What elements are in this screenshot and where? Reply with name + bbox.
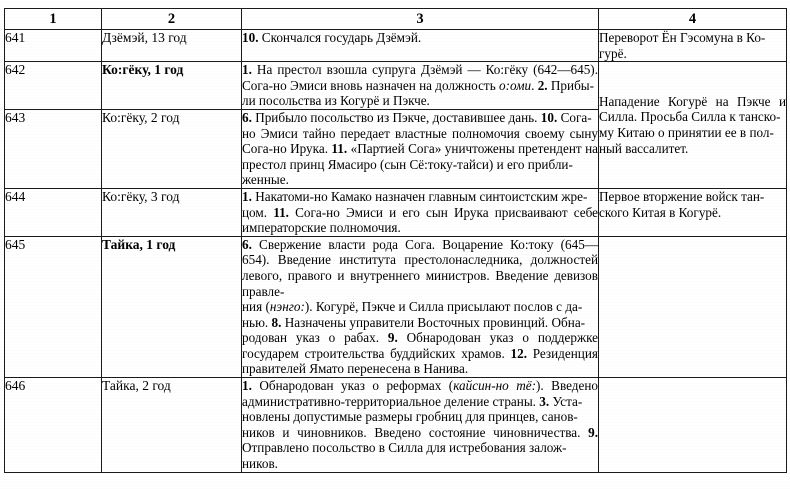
year-cell: 646 bbox=[5, 378, 102, 473]
era-cell: Тайка, 2 год bbox=[102, 378, 242, 473]
table-body bbox=[5, 30, 787, 473]
events-cell: 1. Накатоми-но Камако назначен главным синтоистским жре- цом. 11. Сога-но Эмиси и его сын Ирука присваивают себе императорские полномочия. bbox=[242, 188, 598, 236]
chronology-table bbox=[4, 8, 787, 473]
table-row bbox=[5, 62, 787, 110]
era-cell: Тайка, 1 год bbox=[102, 236, 242, 377]
table-row bbox=[5, 236, 787, 377]
era-cell: Ко:гёку, 1 год bbox=[102, 62, 242, 110]
column-header-3: 3 bbox=[242, 9, 599, 30]
year-cell: 643 bbox=[5, 109, 102, 188]
year-cell: 645 bbox=[5, 236, 102, 377]
table-header bbox=[5, 9, 787, 30]
era-cell: Ко:гёку, 2 год bbox=[102, 109, 242, 188]
year-cell: 641 bbox=[5, 30, 102, 62]
column-header-1: 1 bbox=[5, 9, 102, 30]
year-cell: 642 bbox=[5, 62, 102, 110]
events-cell: 1. Обнародован указ о реформах (кайсин-но тё:). Введено административно-территориальное деление страны. 3. Уста- новлены допустимые размеры гробниц для принцев, санов- ников и чиновников. Введено состояние чиновничества. 9. Отправлено посольство в Силла для истребования залож- ников. bbox=[242, 378, 598, 472]
era-cell: Дзёмэй, 13 год bbox=[102, 30, 242, 62]
year-cell: 644 bbox=[5, 188, 102, 236]
notes-cell: Переворот Ён Гэсомуна в Ко- гурё. bbox=[599, 30, 787, 62]
events-cell: 1. На престол взошла супруга Дзёмэй — Ко:гёку (642—645). Сога-но Эмиси вновь назначен на должность о:оми. 2. Прибы- ли посольства из Когурё и Пэкче. bbox=[242, 62, 598, 109]
notes-cell bbox=[599, 236, 787, 377]
column-header-4: 4 bbox=[599, 9, 787, 30]
events-cell: 6. Прибыло посольство из Пэкче, доставившее дань. 10. Сога- но Эмиси тайно передает властные полномочия своему сыну Сога-но Ирука. 11. «Партией Сога» уничтожены претендент на престол принц Ямасиро (сын Сё:току-тайси) и его прибли- женные. bbox=[242, 109, 598, 188]
events-cell: 10. Скончался государь Дзёмэй. bbox=[242, 30, 599, 62]
table-row bbox=[5, 188, 787, 236]
table-row bbox=[5, 30, 787, 62]
header-row bbox=[5, 9, 787, 30]
events-cell: 6. Свержение власти рода Сога. Воцарение Ко:току (645—654). Введение института престолонаследника, должностей левого, правого и внутреннего министров. Введение девизов правле- ния (нэнго:). Когурё, Пэкче и Силла присылают послов с да- нью. 8. Назначены управители Восточных провинций. Обна- родован указ о рабах. 9. Обнародован указ о поддержке государем строительства буддийских храмов. 12. Резиденция правителей Ямато перенесена в Нанива. bbox=[242, 236, 598, 377]
notes-cell: Первое вторжение войск тан- ского Китая в Когурё. bbox=[599, 188, 787, 236]
notes-cell bbox=[599, 378, 787, 473]
notes-cell: Нападение Когурё на Пэкче и Силла. Просьба Силла к танско- му Китаю о принятии ее в пол- ный вассалитет. bbox=[599, 62, 787, 189]
table-row bbox=[5, 378, 787, 473]
era-cell: Ко:гёку, 3 год bbox=[102, 188, 242, 236]
column-header-2: 2 bbox=[102, 9, 242, 30]
